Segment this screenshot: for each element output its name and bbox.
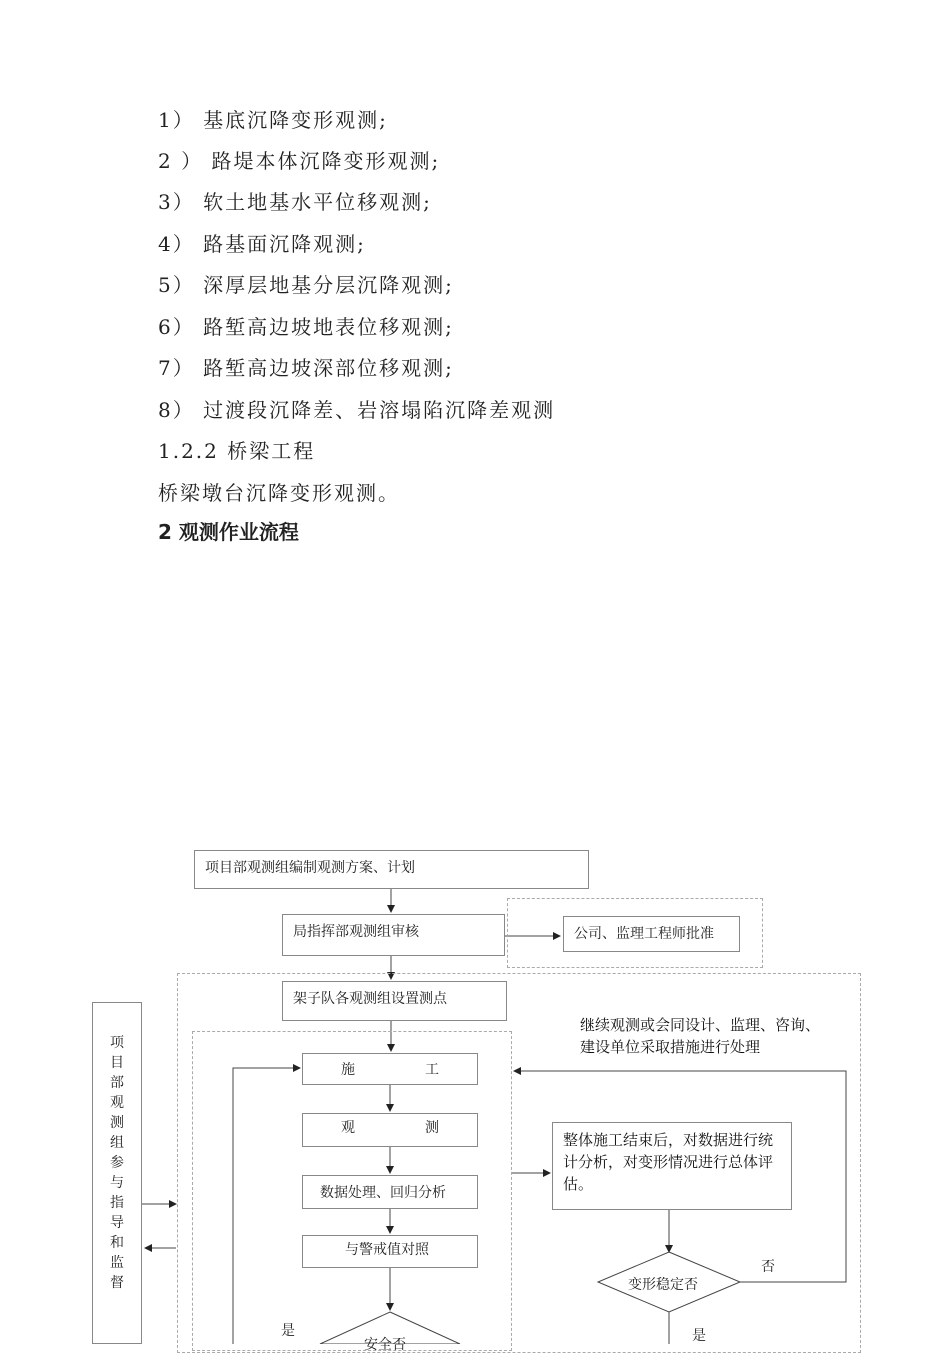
observe-char-2: 测	[425, 1120, 439, 1136]
construct-char-1: 施	[341, 1062, 355, 1078]
list-item-6: 6） 路堑高边坡地表位移观测;	[158, 315, 454, 339]
observe-char-1: 观	[341, 1120, 355, 1136]
note-continue: 继续观测或会同设计、监理、咨询、建设单位采取措施进行处理	[580, 1016, 821, 1056]
list-item-1: 1） 基底沉降变形观测;	[158, 108, 388, 132]
decision-stable: 变形稳定否	[628, 1277, 698, 1293]
construct-char-2: 工	[425, 1062, 439, 1078]
step-plan: 项目部观测组编制观测方案、计划	[194, 850, 589, 889]
side-supervision-label: 项目部观测组参与指导和监督	[110, 1035, 124, 1291]
list-item-8: 8） 过渡段沉降差、岩溶塌陷沉降差观测	[158, 398, 556, 422]
step-review: 局指挥部观测组审核	[282, 914, 505, 956]
subsection-title: 1.2.2 桥梁工程	[158, 439, 316, 463]
subsection-text: 桥梁墩台沉降变形观测。	[158, 481, 400, 505]
label-yes-left: 是	[281, 1323, 295, 1339]
step-construct	[302, 1053, 478, 1085]
step-observe	[302, 1113, 478, 1147]
side-supervision-box	[92, 1002, 142, 1344]
step-approve: 公司、监理工程师批准	[563, 916, 740, 952]
section-heading: 2 观测作业流程	[158, 520, 299, 544]
decision-safe: 安全否	[364, 1337, 406, 1353]
step-data-analysis: 数据处理、回归分析	[302, 1175, 478, 1209]
list-item-4: 4） 路基面沉降观测;	[158, 232, 366, 256]
step-setup: 架子队各观测组设置测点	[282, 981, 507, 1021]
label-yes-right: 是	[692, 1328, 706, 1344]
list-item-7: 7） 路堑高边坡深部位移观测;	[158, 356, 454, 380]
step-compare: 与警戒值对照	[302, 1235, 478, 1268]
list-item-3: 3） 软土地基水平位移观测;	[158, 190, 432, 214]
label-no: 否	[761, 1259, 775, 1275]
list-item-5: 5） 深厚层地基分层沉降观测;	[158, 273, 454, 297]
step-evaluate: 整体施工结束后，对数据进行统计分析，对变形情况进行总体评估。	[552, 1122, 792, 1210]
list-item-2: 2 ） 路堤本体沉降变形观测;	[158, 149, 441, 173]
